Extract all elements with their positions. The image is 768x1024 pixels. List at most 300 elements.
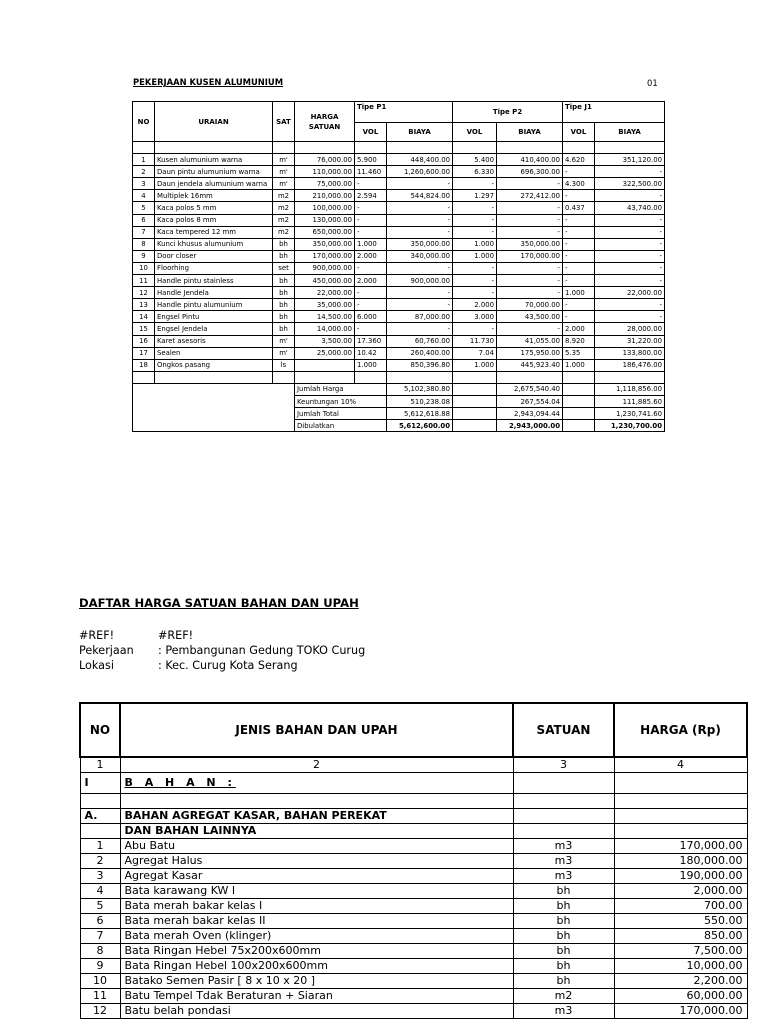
cell-vol-p2: 1.000 bbox=[453, 250, 497, 262]
cell-sat: m2 bbox=[273, 226, 295, 238]
cell-no: 16 bbox=[133, 335, 155, 347]
cell-biaya-j1: - bbox=[595, 226, 665, 238]
col-number-1: 1 bbox=[80, 757, 120, 773]
cell-vol-p2: - bbox=[453, 214, 497, 226]
cell-harga: 550.00 bbox=[614, 914, 747, 929]
cell-no: 11 bbox=[133, 275, 155, 287]
cell-harga: 2,000.00 bbox=[614, 884, 747, 899]
cell-biaya-p1: - bbox=[387, 299, 453, 311]
cell-biaya-p2: 43,500.00 bbox=[497, 311, 563, 323]
cell-uraian: Daun jendela alumunium warna bbox=[155, 178, 273, 190]
table-row bbox=[133, 359, 665, 371]
table-row bbox=[133, 311, 665, 323]
table-row bbox=[133, 335, 665, 347]
header-biaya-p1: BIAYA bbox=[387, 123, 453, 142]
cell-satuan: bh bbox=[513, 974, 614, 989]
cell-biaya-p1: - bbox=[387, 323, 453, 335]
cell-satuan: bh bbox=[513, 929, 614, 944]
cell-biaya-p2: 70,000.00 bbox=[497, 299, 563, 311]
cell-biaya-j1: - bbox=[595, 214, 665, 226]
summary-label: Jumlah Total bbox=[295, 408, 387, 420]
table-row bbox=[133, 275, 665, 287]
cell-no: 17 bbox=[133, 347, 155, 359]
meta-label-lokasi: Lokasi bbox=[79, 659, 114, 672]
cell-vol-p2: 2.000 bbox=[453, 299, 497, 311]
summary-label: Jumlah Harga bbox=[295, 383, 387, 395]
cell-biaya-p2: - bbox=[497, 262, 563, 274]
list-item bbox=[80, 884, 747, 899]
cell-biaya-p1: - bbox=[387, 226, 453, 238]
cell-sat: bh bbox=[273, 287, 295, 299]
cell-vol-p1: 5.900 bbox=[355, 154, 387, 166]
spacer-row bbox=[133, 371, 665, 383]
cell-no: 4 bbox=[80, 884, 120, 899]
list-item bbox=[80, 869, 747, 884]
table-row bbox=[133, 178, 665, 190]
cell-harga: 3,500.00 bbox=[295, 335, 355, 347]
section-label bbox=[120, 773, 513, 794]
cell-no: 10 bbox=[133, 262, 155, 274]
cell-no: 9 bbox=[80, 959, 120, 974]
cell-biaya-p2: 445,923.40 bbox=[497, 359, 563, 371]
group-label-line2: DAN BAHAN LAINNYA bbox=[120, 824, 513, 839]
cell-biaya-j1: - bbox=[595, 262, 665, 274]
cell-harga: 100,000.00 bbox=[295, 202, 355, 214]
cell-uraian: Kusen alumunium warna bbox=[155, 154, 273, 166]
summary-j1: 111,885.60 bbox=[595, 395, 665, 407]
cell-sat: m2 bbox=[273, 214, 295, 226]
cell-vol-p1: - bbox=[355, 323, 387, 335]
list-item bbox=[80, 944, 747, 959]
sheet2-title: DAFTAR HARGA SATUAN BAHAN DAN UPAH bbox=[79, 596, 359, 610]
cell-biaya-p1: 60,760.00 bbox=[387, 335, 453, 347]
cell-vol-j1: 8.920 bbox=[563, 335, 595, 347]
cell-no: 15 bbox=[133, 323, 155, 335]
cell-biaya-p1: 850,396.80 bbox=[387, 359, 453, 371]
cell-no: 6 bbox=[133, 214, 155, 226]
cell-biaya-p2: - bbox=[497, 275, 563, 287]
cell-vol-j1: - bbox=[563, 299, 595, 311]
col-number-4: 4 bbox=[614, 757, 747, 773]
table-row bbox=[133, 323, 665, 335]
cell-uraian: Floorhing bbox=[155, 262, 273, 274]
cell-vol-p2: - bbox=[453, 178, 497, 190]
cell-biaya-p2: - bbox=[497, 226, 563, 238]
list-item bbox=[80, 1004, 747, 1019]
cell-vol-p2: - bbox=[453, 262, 497, 274]
cell-no: 7 bbox=[80, 929, 120, 944]
cell-sat: m' bbox=[273, 178, 295, 190]
cell-satuan: m3 bbox=[513, 1004, 614, 1019]
header-harga: HARGA (Rp) bbox=[614, 703, 747, 757]
cell-biaya-p1: - bbox=[387, 287, 453, 299]
cell-uraian: Kaca polos 5 mm bbox=[155, 202, 273, 214]
cell-biaya-j1: - bbox=[595, 238, 665, 250]
cell-vol-p1: - bbox=[355, 178, 387, 190]
cell-uraian: Kaca tempered 12 mm bbox=[155, 226, 273, 238]
cell-jenis: Bata merah bakar kelas II bbox=[120, 914, 513, 929]
table-row bbox=[133, 287, 665, 299]
spacer-row bbox=[133, 142, 665, 154]
cell-sat: bh bbox=[273, 275, 295, 287]
cell-harga: 170,000.00 bbox=[614, 839, 747, 854]
summary-row bbox=[133, 420, 665, 432]
cell-jenis: Agregat Kasar bbox=[120, 869, 513, 884]
cell-biaya-p2: 41,055.00 bbox=[497, 335, 563, 347]
cell-harga: 14,500.00 bbox=[295, 311, 355, 323]
cell-harga: 25,000.00 bbox=[295, 347, 355, 359]
cell-harga: 22,000.00 bbox=[295, 287, 355, 299]
table-row bbox=[133, 299, 665, 311]
cell-biaya-p2: - bbox=[497, 323, 563, 335]
kusen-alumunium-table bbox=[132, 101, 665, 432]
cell-biaya-p1: 350,000.00 bbox=[387, 238, 453, 250]
cell-biaya-p1: 340,000.00 bbox=[387, 250, 453, 262]
cell-harga: 900,000.00 bbox=[295, 262, 355, 274]
table-row bbox=[133, 154, 665, 166]
cell-vol-p1: - bbox=[355, 226, 387, 238]
cell-biaya-p1: - bbox=[387, 178, 453, 190]
summary-row bbox=[133, 383, 665, 395]
cell-vol-p2: 6.330 bbox=[453, 166, 497, 178]
section-label-text: B A H A N : bbox=[124, 776, 236, 789]
cell-no: 10 bbox=[80, 974, 120, 989]
header-vol-p2: VOL bbox=[453, 123, 497, 142]
cell-biaya-p1: 1,260,600.00 bbox=[387, 166, 453, 178]
cell-vol-p2: 1.000 bbox=[453, 359, 497, 371]
cell-harga: 2,200.00 bbox=[614, 974, 747, 989]
cell-vol-p1: 10.42 bbox=[355, 347, 387, 359]
cell-biaya-j1: 322,500.00 bbox=[595, 178, 665, 190]
meta-value-ref: #REF! bbox=[158, 629, 194, 642]
cell-jenis: Agregat Halus bbox=[120, 854, 513, 869]
cell-no: 9 bbox=[133, 250, 155, 262]
header-no: NO bbox=[133, 102, 155, 142]
cell-vol-p1: - bbox=[355, 214, 387, 226]
cell-sat: bh bbox=[273, 323, 295, 335]
cell-no: 6 bbox=[80, 914, 120, 929]
cell-vol-j1: - bbox=[563, 238, 595, 250]
summary-p2: 267,554.04 bbox=[497, 395, 563, 407]
header-vol-j1: VOL bbox=[563, 123, 595, 142]
cell-biaya-j1: - bbox=[595, 311, 665, 323]
cell-sat: m' bbox=[273, 335, 295, 347]
cell-harga: 650,000.00 bbox=[295, 226, 355, 238]
header-tipe-p1: Tipe P1 bbox=[355, 102, 453, 123]
cell-vol-p1: - bbox=[355, 202, 387, 214]
cell-sat: m2 bbox=[273, 202, 295, 214]
meta-value-pekerjaan: : Pembangunan Gedung TOKO Curug bbox=[158, 644, 366, 657]
cell-no: 2 bbox=[80, 854, 120, 869]
cell-vol-p1: 2.594 bbox=[355, 190, 387, 202]
cell-harga bbox=[295, 359, 355, 371]
header-tipe-j1: Tipe J1 bbox=[563, 102, 665, 123]
cell-jenis: Bata karawang KW I bbox=[120, 884, 513, 899]
cell-vol-j1: 0.437 bbox=[563, 202, 595, 214]
header-biaya-p2: BIAYA bbox=[497, 123, 563, 142]
cell-no: 13 bbox=[133, 299, 155, 311]
cell-vol-p1: 2.000 bbox=[355, 250, 387, 262]
cell-vol-j1: 4.300 bbox=[563, 178, 595, 190]
cell-sat: m' bbox=[273, 166, 295, 178]
table-row bbox=[133, 226, 665, 238]
cell-harga: 180,000.00 bbox=[614, 854, 747, 869]
table-row bbox=[133, 262, 665, 274]
cell-harga: 450,000.00 bbox=[295, 275, 355, 287]
summary-p1: 5,612,618.88 bbox=[387, 408, 453, 420]
cell-vol-p2: - bbox=[453, 202, 497, 214]
summary-p1: 5,612,600.00 bbox=[387, 420, 453, 432]
cell-vol-j1: 5.35 bbox=[563, 347, 595, 359]
cell-satuan: m2 bbox=[513, 989, 614, 1004]
cell-biaya-p2: 272,412.00 bbox=[497, 190, 563, 202]
cell-biaya-p1: 448,400.00 bbox=[387, 154, 453, 166]
cell-no: 5 bbox=[133, 202, 155, 214]
cell-harga: 190,000.00 bbox=[614, 869, 747, 884]
cell-no: 1 bbox=[80, 839, 120, 854]
cell-uraian: Kunci khusus alumunium bbox=[155, 238, 273, 250]
cell-sat: m' bbox=[273, 154, 295, 166]
cell-harga: 210,000.00 bbox=[295, 190, 355, 202]
cell-uraian: Engsel Pintu bbox=[155, 311, 273, 323]
cell-vol-p1: 6.000 bbox=[355, 311, 387, 323]
summary-row bbox=[133, 408, 665, 420]
cell-biaya-p1: - bbox=[387, 262, 453, 274]
group-number: A. bbox=[80, 809, 120, 824]
cell-uraian: Door closer bbox=[155, 250, 273, 262]
cell-harga: 170,000.00 bbox=[295, 250, 355, 262]
cell-satuan: m3 bbox=[513, 854, 614, 869]
cell-satuan: bh bbox=[513, 959, 614, 974]
cell-biaya-p2: 175,950.00 bbox=[497, 347, 563, 359]
cell-harga: 75,000.00 bbox=[295, 178, 355, 190]
group-label-line1: BAHAN AGREGAT KASAR, BAHAN PEREKAT bbox=[120, 809, 513, 824]
cell-no: 12 bbox=[80, 1004, 120, 1019]
summary-j1: 1,118,856.00 bbox=[595, 383, 665, 395]
sheet1-page-number: 01 bbox=[647, 78, 658, 88]
header-harga-satuan: HARGA SATUAN bbox=[295, 102, 355, 142]
cell-vol-p1: 2.000 bbox=[355, 275, 387, 287]
cell-biaya-j1: 186,476.00 bbox=[595, 359, 665, 371]
cell-biaya-p1: 900,000.00 bbox=[387, 275, 453, 287]
cell-harga: 170,000.00 bbox=[614, 1004, 747, 1019]
header-no: NO bbox=[80, 703, 120, 757]
cell-biaya-j1: 133,800.00 bbox=[595, 347, 665, 359]
cell-no: 7 bbox=[133, 226, 155, 238]
table-row bbox=[133, 238, 665, 250]
cell-uraian: Karet asesoris bbox=[155, 335, 273, 347]
table-row bbox=[133, 347, 665, 359]
meta-label-pekerjaan: Pekerjaan bbox=[79, 644, 134, 657]
cell-uraian: Handle pintu alumunium bbox=[155, 299, 273, 311]
summary-j1: 1,230,741.60 bbox=[595, 408, 665, 420]
cell-vol-j1: 1.000 bbox=[563, 287, 595, 299]
summary-p1: 510,238.08 bbox=[387, 395, 453, 407]
cell-biaya-j1: - bbox=[595, 250, 665, 262]
cell-vol-p2: 7.04 bbox=[453, 347, 497, 359]
list-item bbox=[80, 914, 747, 929]
section-number: I bbox=[80, 773, 120, 794]
cell-uraian: Kaca polos 8 mm bbox=[155, 214, 273, 226]
cell-satuan: m3 bbox=[513, 839, 614, 854]
cell-uraian: Handle Jendela bbox=[155, 287, 273, 299]
cell-no: 4 bbox=[133, 190, 155, 202]
cell-no: 5 bbox=[80, 899, 120, 914]
cell-vol-j1: - bbox=[563, 166, 595, 178]
list-item bbox=[80, 989, 747, 1004]
meta-label-ref: #REF! bbox=[79, 629, 115, 642]
header-uraian: URAIAN bbox=[155, 102, 273, 142]
cell-vol-p2: - bbox=[453, 226, 497, 238]
table-row bbox=[133, 190, 665, 202]
cell-vol-p2: 5.400 bbox=[453, 154, 497, 166]
table-row bbox=[133, 202, 665, 214]
cell-vol-j1: 4.620 bbox=[563, 154, 595, 166]
cell-vol-j1: - bbox=[563, 214, 595, 226]
list-item bbox=[80, 959, 747, 974]
header-satuan: SATUAN bbox=[513, 703, 614, 757]
cell-harga: 35,000.00 bbox=[295, 299, 355, 311]
cell-vol-p1: 1.000 bbox=[355, 359, 387, 371]
cell-jenis: Bata Ringan Hebel 100x200x600mm bbox=[120, 959, 513, 974]
cell-biaya-j1: - bbox=[595, 190, 665, 202]
cell-biaya-p2: 170,000.00 bbox=[497, 250, 563, 262]
cell-no: 8 bbox=[80, 944, 120, 959]
cell-no: 1 bbox=[133, 154, 155, 166]
cell-biaya-p2: 410,400.00 bbox=[497, 154, 563, 166]
cell-harga: 14,000.00 bbox=[295, 323, 355, 335]
cell-biaya-p2: - bbox=[497, 214, 563, 226]
cell-biaya-j1: - bbox=[595, 299, 665, 311]
cell-biaya-p1: - bbox=[387, 214, 453, 226]
cell-jenis: Bata merah Oven (klinger) bbox=[120, 929, 513, 944]
cell-vol-j1: 2.000 bbox=[563, 323, 595, 335]
cell-vol-p2: 1.297 bbox=[453, 190, 497, 202]
cell-harga: 850.00 bbox=[614, 929, 747, 944]
meta-value-lokasi: : Kec. Curug Kota Serang bbox=[158, 659, 298, 672]
cell-biaya-p1: 260,400.00 bbox=[387, 347, 453, 359]
cell-biaya-j1: 28,000.00 bbox=[595, 323, 665, 335]
cell-biaya-p1: 87,000.00 bbox=[387, 311, 453, 323]
table-row bbox=[133, 166, 665, 178]
cell-biaya-j1: 31,220.00 bbox=[595, 335, 665, 347]
cell-harga: 350,000.00 bbox=[295, 238, 355, 250]
cell-vol-p1: 17.360 bbox=[355, 335, 387, 347]
cell-vol-p1: - bbox=[355, 262, 387, 274]
cell-biaya-j1: - bbox=[595, 166, 665, 178]
col-number-2: 2 bbox=[120, 757, 513, 773]
cell-satuan: m3 bbox=[513, 869, 614, 884]
cell-sat: bh bbox=[273, 238, 295, 250]
summary-p2: 2,943,094.44 bbox=[497, 408, 563, 420]
cell-sat: bh bbox=[273, 299, 295, 311]
cell-sat: m2 bbox=[273, 190, 295, 202]
cell-no: 2 bbox=[133, 166, 155, 178]
list-item bbox=[80, 899, 747, 914]
cell-no: 14 bbox=[133, 311, 155, 323]
summary-row bbox=[133, 395, 665, 407]
cell-no: 8 bbox=[133, 238, 155, 250]
cell-jenis: Abu Batu bbox=[120, 839, 513, 854]
summary-j1: 1,230,700.00 bbox=[595, 420, 665, 432]
list-item bbox=[80, 929, 747, 944]
cell-vol-p2: - bbox=[453, 287, 497, 299]
header-sat: SAT bbox=[273, 102, 295, 142]
cell-satuan: bh bbox=[513, 884, 614, 899]
harga-satuan-table bbox=[79, 702, 748, 1019]
cell-vol-p2: 1.000 bbox=[453, 238, 497, 250]
header-tipe-p2: Tipe P2 bbox=[453, 102, 563, 123]
cell-satuan: bh bbox=[513, 944, 614, 959]
cell-vol-j1: - bbox=[563, 250, 595, 262]
cell-jenis: Batako Semen Pasir [ 8 x 10 x 20 ] bbox=[120, 974, 513, 989]
cell-vol-p2: - bbox=[453, 275, 497, 287]
table-row bbox=[133, 214, 665, 226]
cell-jenis: Batu Tempel Tdak Beraturan + Siaran bbox=[120, 989, 513, 1004]
cell-sat: bh bbox=[273, 250, 295, 262]
cell-biaya-j1: 351,120.00 bbox=[595, 154, 665, 166]
cell-jenis: Bata merah bakar kelas I bbox=[120, 899, 513, 914]
cell-harga: 700.00 bbox=[614, 899, 747, 914]
cell-harga: 10,000.00 bbox=[614, 959, 747, 974]
cell-satuan: bh bbox=[513, 899, 614, 914]
cell-vol-j1: 1.000 bbox=[563, 359, 595, 371]
col-number-3: 3 bbox=[513, 757, 614, 773]
cell-vol-p1: 1.000 bbox=[355, 238, 387, 250]
cell-biaya-p2: - bbox=[497, 178, 563, 190]
cell-biaya-p2: - bbox=[497, 287, 563, 299]
summary-p2: 2,943,000.00 bbox=[497, 420, 563, 432]
cell-harga: 130,000.00 bbox=[295, 214, 355, 226]
cell-vol-p2: - bbox=[453, 323, 497, 335]
cell-biaya-p1: - bbox=[387, 202, 453, 214]
cell-no: 11 bbox=[80, 989, 120, 1004]
cell-vol-p1: - bbox=[355, 299, 387, 311]
cell-uraian: Ongkos pasang bbox=[155, 359, 273, 371]
header-biaya-j1: BIAYA bbox=[595, 123, 665, 142]
cell-biaya-j1: - bbox=[595, 275, 665, 287]
cell-sat: m' bbox=[273, 347, 295, 359]
cell-no: 12 bbox=[133, 287, 155, 299]
cell-biaya-j1: 43,740.00 bbox=[595, 202, 665, 214]
cell-uraian: Engsel Jendela bbox=[155, 323, 273, 335]
list-item bbox=[80, 854, 747, 869]
header-jenis-bahan: JENIS BAHAN DAN UPAH bbox=[120, 703, 513, 757]
list-item bbox=[80, 974, 747, 989]
cell-sat: bh bbox=[273, 311, 295, 323]
cell-vol-j1: - bbox=[563, 190, 595, 202]
cell-vol-j1: - bbox=[563, 311, 595, 323]
cell-no: 3 bbox=[80, 869, 120, 884]
summary-p2: 2,675,540.40 bbox=[497, 383, 563, 395]
cell-harga: 7,500.00 bbox=[614, 944, 747, 959]
cell-no: 18 bbox=[133, 359, 155, 371]
list-item bbox=[80, 839, 747, 854]
cell-uraian: Daun pintu alumunium warna bbox=[155, 166, 273, 178]
cell-harga: 110,000.00 bbox=[295, 166, 355, 178]
cell-vol-p1: - bbox=[355, 287, 387, 299]
cell-vol-p2: 11.730 bbox=[453, 335, 497, 347]
cell-biaya-p2: 350,000.00 bbox=[497, 238, 563, 250]
cell-harga: 76,000.00 bbox=[295, 154, 355, 166]
sheet1-title: PEKERJAAN KUSEN ALUMUNIUM bbox=[133, 77, 284, 87]
cell-sat: ls bbox=[273, 359, 295, 371]
cell-sat: set bbox=[273, 262, 295, 274]
cell-satuan: bh bbox=[513, 914, 614, 929]
cell-biaya-p2: - bbox=[497, 202, 563, 214]
cell-harga: 60,000.00 bbox=[614, 989, 747, 1004]
cell-no: 3 bbox=[133, 178, 155, 190]
